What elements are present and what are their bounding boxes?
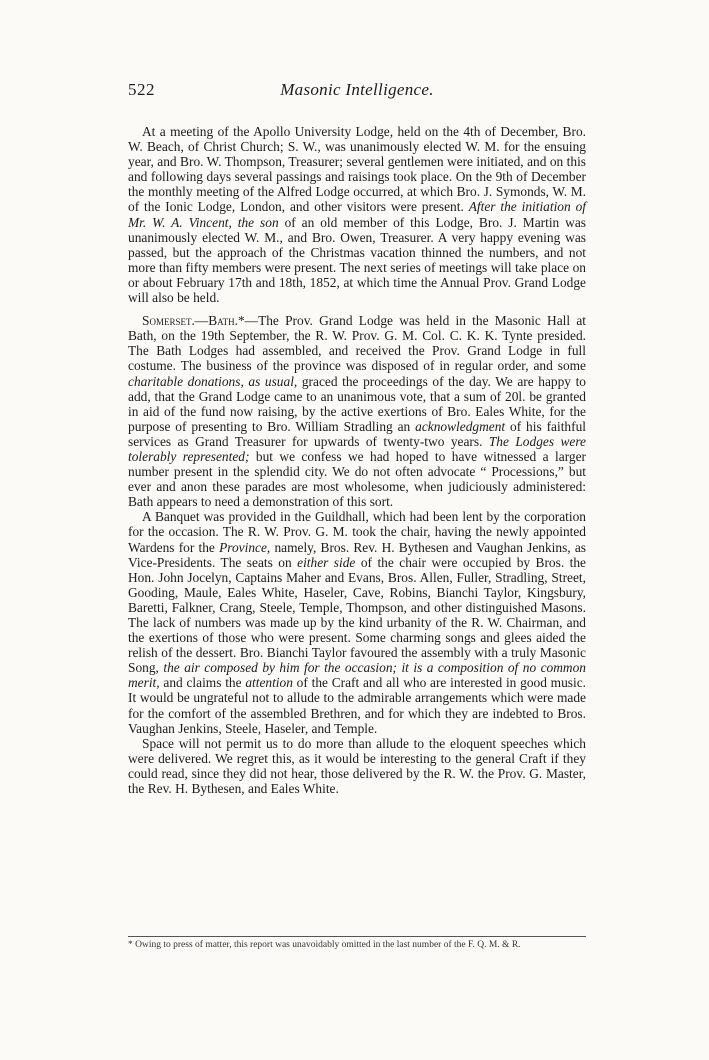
footnote-rule bbox=[128, 936, 586, 937]
text-run: attention bbox=[245, 675, 293, 691]
text-run: Province bbox=[219, 539, 267, 555]
text-run: Space will not permit us to do more than allude to the eloquent speeches which were delivered. We regret this, as it would be interesting to the general Craft if they could read, since they did not hear, those delivered by the R. W. the Prov. G. Master, the Rev. H. Bythesen, and Eales White. bbox=[128, 735, 586, 797]
paragraph-apollo-lodge bbox=[128, 124, 586, 305]
text-run: , namely, Bros. Rev. H. Bythesen and Vaughan Jenkins, as Vice-Presidents. The seats on bbox=[128, 539, 586, 570]
page-header bbox=[128, 80, 586, 104]
text-run: At a meeting of the Apollo University Lodge, held on the 4th of December, Bro. W. Beach, of Christ Church; S. W., was unanimously elected W. M. for the ensuing year, and Bro. W. Thompson, Treasurer; several gentlemen were initiated, and on this and following days several passings and raisings took place. On the 9th of December the monthly meeting of the Alfred Lodge occurred, at which Bro. J. Symonds, W. M. of the Ionic Lodge, London, and other visitors were present. bbox=[128, 124, 586, 215]
running-title: Masonic Intelligence. bbox=[280, 80, 434, 99]
paragraph-somerset-bath bbox=[128, 313, 586, 509]
article-body bbox=[128, 124, 586, 796]
text-run: The Lodges were tolerably represented; bbox=[128, 433, 586, 464]
text-run: Somerset.—Bath.* bbox=[142, 313, 245, 329]
page-number: 522 bbox=[128, 80, 155, 99]
text-run: of an old member of this Lodge, Bro. J. Martin was unanimously elected W. M., and Bro. Owen, Treasurer. A very happy evening was passed, but the approach of the Christmas vacation thinned the numbers, and not more than fifty members were present. The next series of meetings will take place on or about February 17th and 18th, 1852, at which time the Annual Prov. Grand Lodge will also be held. bbox=[128, 214, 586, 306]
text-run: —The Prov. Grand Lodge was held in the Masonic Hall at Bath, on the 19th September, the R. W. Prov. G. M. Col. C. K. K. Tynte presided. The Bath Lodges had assembled, and received the Prov. Grand Lodge in full costume. The business of the province was disposed of in regular order, and some bbox=[128, 313, 586, 374]
text-run: either side bbox=[297, 554, 356, 570]
text-run: graced the proceedings of the day. We are happy to add, that the Grand Lodge came to an unanimous vote, that a sum of 20l. be granted in aid of the fund now raising, by the active exertions of Bro. Eales White, for the purpose of presenting to Bro. William Stradling an bbox=[128, 373, 586, 434]
footnote: * Owing to press of matter, this report was unavoidably omitted in the last number of the F. Q. M. & R. bbox=[128, 940, 521, 950]
text-run: of the chair were occupied by Bros. the Hon. John Jocelyn, Captains Maher and Evans, Bros. Allen, Fuller, Stradling, Street, Gooding, Maule, Eales White, Haseler, Cave, Robins, Bianchi Taylor, Kingsbury, Baretti, Falkner, Crang, Steele, Temple, Thompson, and other distinguished Masons. The lack of numbers was made up by the kind urbanity of the R. W. Chairman, and the exertions of those who were present. Some charming songs and glees aided the relish of the dessert. Bro. Bianchi Taylor favoured the assembly with a truly Masonic Song, bbox=[128, 554, 586, 676]
text-run: After the initiation of Mr. W. A. Vincent, the son bbox=[128, 199, 586, 230]
paragraph-speeches bbox=[128, 736, 586, 796]
paragraph-banquet bbox=[128, 509, 586, 735]
text-run: acknowledgment bbox=[415, 418, 506, 434]
text-run: A Banquet was provided in the Guildhall, which had been lent by the corporation for the occasion. The R. W. Prov. G. M. took the chair, having the newly appointed Wardens for the bbox=[128, 509, 586, 555]
text-run: of his faithful services as Grand Treasurer for upwards of twenty-two years. bbox=[128, 418, 586, 449]
text-run: the air composed by him for the occasion; it is a composition of no common merit, bbox=[128, 660, 586, 691]
text-run: of the Craft and all who are interested in good music. It would be ungrateful not to allude to the admirable arrangements which were made for the comfort of the assembled Brethren, and for which they are indebted to Bros. Vaughan Jenkins, Steele, Haseler, and Temple. bbox=[128, 675, 586, 736]
text-run: charitable donations, as usual, bbox=[128, 373, 298, 389]
text-run: and claims the bbox=[159, 675, 246, 691]
text-run: but we confess we had hoped to have witnessed a larger number present in the splendid city. We do not often advocate “ Processions,” but ever and anon these parades are most wholesome, when judiciously administered: Bath appears to need a demonstration of this sort. bbox=[128, 448, 587, 510]
